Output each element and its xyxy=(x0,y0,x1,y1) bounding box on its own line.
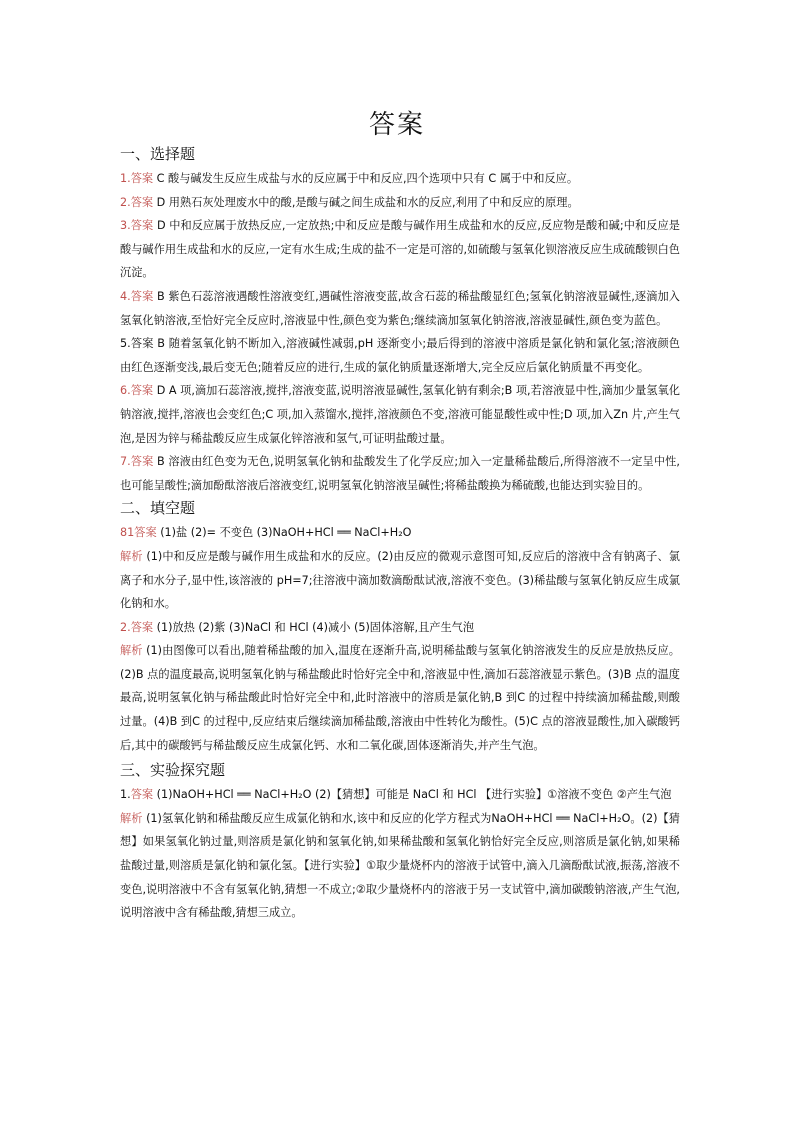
item-number: 1. xyxy=(120,788,131,802)
explanation-item xyxy=(120,545,680,616)
answer-text: D A 项,滴加石蕊溶液,搅拌,溶液变蓝,说明溶液显碱性,氢氧化钠有剩余;B 项,若溶液显中性,滴加少量氢氧化钠溶液,搅拌,溶液也会变红色;C 项,加入蒸馏水,搅拌,溶液颜色不变,溶液可能显酸性或中性;D 项,加入Zn 片,产生气泡,是因为锌与稀盐酸反应生成氯化锌溶液和氢气,可证明盐酸过量。 xyxy=(120,384,680,445)
answer-tag: 答案 xyxy=(130,620,154,634)
item-number: 81 xyxy=(120,526,135,540)
answer-text: B 溶液由红色变为无色,说明氢氧化钠和盐酸发生了化学反应;加入一定量稀盐酸后,所得溶液不一定呈中性,也可能呈酸性;滴加酚酞溶液后溶液变红,说明氢氧化钠溶液呈碱性;将稀盐酸换为稀硫酸,也能达到实验目的。 xyxy=(120,455,680,492)
explanation-item xyxy=(120,807,680,925)
answer-text: B 随着氢氧化钠不断加入,溶液碱性减弱,pH 逐渐变小;最后得到的溶液中溶质是氯化钠和氯化氢;溶液颜色由红色逐渐变浅,最后变无色;随着反应的进行,生成的氯化钠质量逐渐增大,完全反应后氯化钠质量不再变化。 xyxy=(120,337,680,374)
item-number: 2. xyxy=(120,195,131,209)
item-number: 6. xyxy=(120,384,131,398)
answer-tag: 答案 xyxy=(130,455,154,469)
answer-tag: 答案 xyxy=(130,289,154,303)
item-number: 3. xyxy=(120,219,131,233)
answer-tag: 答案 xyxy=(130,219,154,233)
item-number: 1. xyxy=(120,172,131,185)
answer-text: D 用熟石灰处理废水中的酸,是酸与碱之间生成盐和水的反应,利用了中和反应的原理。 xyxy=(153,195,579,209)
section-heading-choice: 一、选择题 xyxy=(120,145,196,163)
answer-item xyxy=(120,450,680,497)
answer-text: (1)放热 (2)紫 (3)NaCl 和 HCl (4)减小 (5)固体溶解,且产生气泡 xyxy=(153,620,475,634)
item-number: 5. xyxy=(120,337,131,351)
section-heading-experiment: 三、实验探究题 xyxy=(120,761,226,780)
explanation-tag: 解析 xyxy=(120,644,143,658)
answer-tag: 答案 xyxy=(130,195,154,209)
item-number: 7. xyxy=(120,455,131,469)
item-number: 4. xyxy=(120,289,131,303)
answer-item xyxy=(120,167,680,191)
answer-tag: 答案 xyxy=(130,384,154,398)
answer-text: D 中和反应属于放热反应,一定放热;中和反应是酸与碱作用生成盐和水的反应,反应物是酸和碱;中和反应是酸与碱作用生成盐和水的反应,一定有水生成;生成的盐不一定是可溶的,如硫酸与氢氧化钡溶液反应生成硫酸钡白色沉淀。 xyxy=(120,219,680,280)
answer-item xyxy=(120,214,680,285)
answer-tag: 答案 xyxy=(130,172,154,185)
answer-item xyxy=(120,379,680,450)
answer-item xyxy=(120,285,680,332)
answer-item xyxy=(120,616,680,640)
answer-item xyxy=(120,521,680,545)
answer-tag: 答案 xyxy=(130,337,154,351)
explanation-tag: 解析 xyxy=(120,549,143,563)
explanation-text: (1)中和反应是酸与碱作用生成盐和水的反应。(2)由反应的微观示意图可知,反应后的溶液中含有钠离子、氯离子和水分子,显中性,该溶液的 pH=7;往溶液中滴加数滴酚酞试液,溶液不变色。(3)稀盐酸与氢氧化钠反应生成氯化钠和水。 xyxy=(120,549,680,611)
explanation-tag: 解析 xyxy=(120,811,143,825)
item-number: 2. xyxy=(120,620,131,634)
answer-tag: 答案 xyxy=(130,788,154,802)
section-heading-fill: 二、填空题 xyxy=(120,499,196,518)
answer-content xyxy=(120,143,680,925)
answer-text: (1)盐 (2)= 不变色 (3)NaOH+HCl ══ NaCl+H₂O xyxy=(156,526,412,540)
answer-item xyxy=(120,783,680,807)
answer-text: (1)NaOH+HCl ══ NaCl+H₂O (2)【猜想】可能是 NaCl 和 HCl 【进行实验】①溶液不变色 ②产生气泡 xyxy=(153,788,672,802)
page-title: 答案 xyxy=(368,110,425,140)
explanation-text: (1)氢氧化钠和稀盐酸反应生成氯化钠和水,该中和反应的化学方程式为NaOH+HCl ══ NaCl+H₂O。(2)【猜想】如果氢氧化钠过量,则溶质是氯化钠和氢氧化钠,如果稀盐酸和氢氧化钠恰好完全反应,则溶质是氯化钠,如果稀盐酸过量,则溶质是氯化钠和氯化氢。【进行实验】①取少量烧杯内的溶液于试管中,滴入几滴酚酞试液,振荡,溶液不变色,说明溶液中不含有氢氧化钠,猜想一不成立;②取少量烧杯内的溶液于另一支试管中,滴加碳酸钠溶液,产生气泡,说明溶液中含有稀盐酸,猜想三成立。 xyxy=(120,811,680,920)
explanation-item xyxy=(120,639,680,757)
answer-item xyxy=(120,332,680,379)
explanation-text: (1)由图像可以看出,随着稀盐酸的加入,温度在逐渐升高,说明稀盐酸与氢氧化钠溶液发生的反应是放热反应。(2)B 点的温度最高,说明氢氧化钠与稀盐酸此时恰好完全中和,溶液显中性,滴加石蕊溶液显示紫色。(3)B 点的温度最高,说明氢氧化钠与稀盐酸此时恰好完全中和,此时溶液中的溶质是氯化钠,B 到C 的过程中持续滴加稀盐酸,则酸过量。(4)B 到C 的过程中,反应结束后继续滴加稀盐酸,溶液由中性转化为酸性。(5)C 点的溶液显酸性,加入碳酸钙后,其中的碳酸钙与稀盐酸反应生成氯化钙、水和二氧化碳,固体逐渐消失,并产生气泡。 xyxy=(120,644,680,752)
answer-item xyxy=(120,191,680,215)
answer-tag: 答案 xyxy=(134,526,157,540)
answer-text: C 酸与碱发生反应生成盐与水的反应属于中和反应,四个选项中只有 C 属于中和反应。 xyxy=(153,172,579,185)
answer-text: B 紫色石蕊溶液遇酸性溶液变红,遇碱性溶液变蓝,故含石蕊的稀盐酸显红色;氢氧化钠溶液显碱性,逐滴加入氢氧化钠溶液,至恰好完全反应时,溶液显中性,颜色变为紫色;继续滴加氢氧化钠溶液,溶液显碱性,颜色变为蓝色。 xyxy=(120,289,680,327)
